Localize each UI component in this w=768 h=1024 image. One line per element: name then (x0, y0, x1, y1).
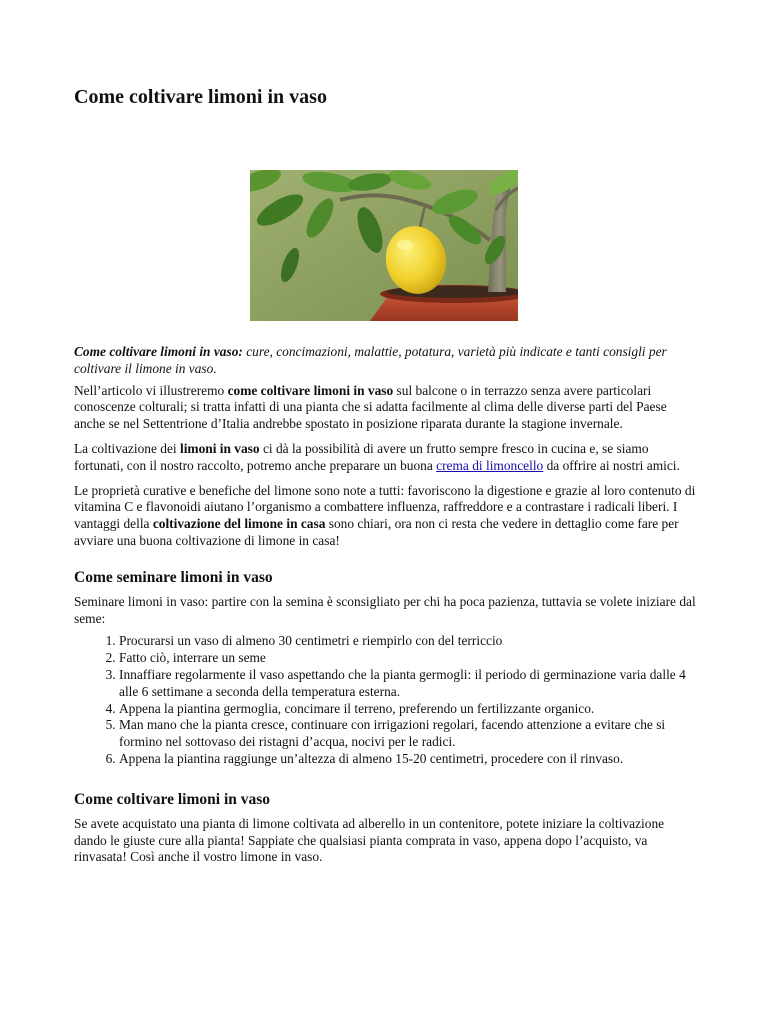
p1-bold: come coltivare limoni in vaso (227, 382, 394, 398)
p2-text-a: La coltivazione dei (74, 440, 180, 456)
intro-text: cure, concimazioni, malattie, potatura, varietà più indicate e tanti consigli per coltivare il limone in vaso. (74, 344, 667, 376)
limoncello-link[interactable]: crema di limoncello (436, 457, 544, 473)
paragraph-3 (74, 483, 698, 550)
section-heading-coltivare: Come coltivare limoni in vaso (74, 790, 271, 808)
paragraph-2 (74, 441, 698, 475)
article-body (74, 344, 698, 874)
section1-lead: Seminare limoni in vaso: partire con la semina è sconsigliato per chi ha poca pazienza, tuttavia se volete iniziare dal seme: (74, 593, 696, 626)
list-item: 3. Innaffiare regolarmente il vaso aspettando che la pianta germogli: il periodo di germinazione varia dalle 4 alle 6 settimane a seconda della temperatura esterna. (119, 667, 698, 701)
intro-lead: Come coltivare limoni in vaso: (74, 344, 243, 359)
page-title: Come coltivare limoni in vaso (74, 86, 327, 108)
list-item: 4. Appena la piantina germoglia, concimare il terreno, preferendo un fertilizzante organico. (119, 701, 698, 718)
list-item: 1. Procurarsi un vaso di almeno 30 centimetri e riempirlo con del terriccio (119, 633, 698, 650)
list-item: 5. Man mano che la pianta cresce, continuare con irrigazioni regolari, facendo attenzione a evitare che si formino nel sottovaso dei ristagni d’acqua, nocivi per le radici. (119, 717, 698, 751)
p3-text-c: sono chiari, ora non ci resta che vedere in dettaglio come fare per avviare una buona coltivazione di limone in casa! (74, 516, 679, 548)
sowing-steps-list (74, 633, 698, 767)
lemon-tree-photo (250, 170, 518, 321)
list-item: 2. Fatto ciò, interrare un seme (119, 650, 698, 667)
p1-text-a: Nell’articolo vi illustreremo (74, 382, 228, 398)
p2-text-d: da offrire ai nostri amici. (543, 457, 680, 473)
p3-bold: coltivazione del limone in casa (152, 516, 326, 532)
section-heading-seminare: Come seminare limoni in vaso (74, 568, 273, 586)
lemon-tree-illustration (250, 170, 518, 321)
paragraph-1 (74, 383, 698, 433)
intro-paragraph (74, 344, 698, 378)
p3-text-a: Le proprietà curative e benefiche del limone sono note a tutti: favoriscono la digestione e grazie al loro contenuto di vitamina C e flavonoidi aiutano l’organismo a combattere influenza, raffreddore e a contrastare i radicali liberi. I vantaggi della (74, 482, 696, 532)
p2-bold: limoni in vaso (179, 440, 260, 456)
p1-text-c: sul balcone o in terrazzo senza avere particolari conoscenze colturali; si tratta infatti di una pianta che si adatta facilmente al clima delle diverse parti del Paese anche se nel Settentrione d’Italia andrebbe spostato in posizione riparata durante la stagione invernale. (74, 382, 667, 432)
list-item: 6. Appena la piantina raggiunge un’altezza di almeno 15-20 centimetri, procedere con il rinvaso. (119, 751, 698, 768)
p2-text-c: ci dà la possibilità di avere un frutto sempre fresco in cucina e, se siamo fortunati, con il nostro raccolto, potremo anche preparare un buona (74, 440, 649, 473)
section2-text: Se avete acquistato una pianta di limone coltivata ad alberello in un contenitore, potete iniziare la coltivazione dando le giuste cure alla pianta! Sappiate che qualsiasi pianta comprata in vaso, appena dopo l’acquisto, va rinvasata! Così anche il vostro limone in vaso. (74, 815, 665, 865)
